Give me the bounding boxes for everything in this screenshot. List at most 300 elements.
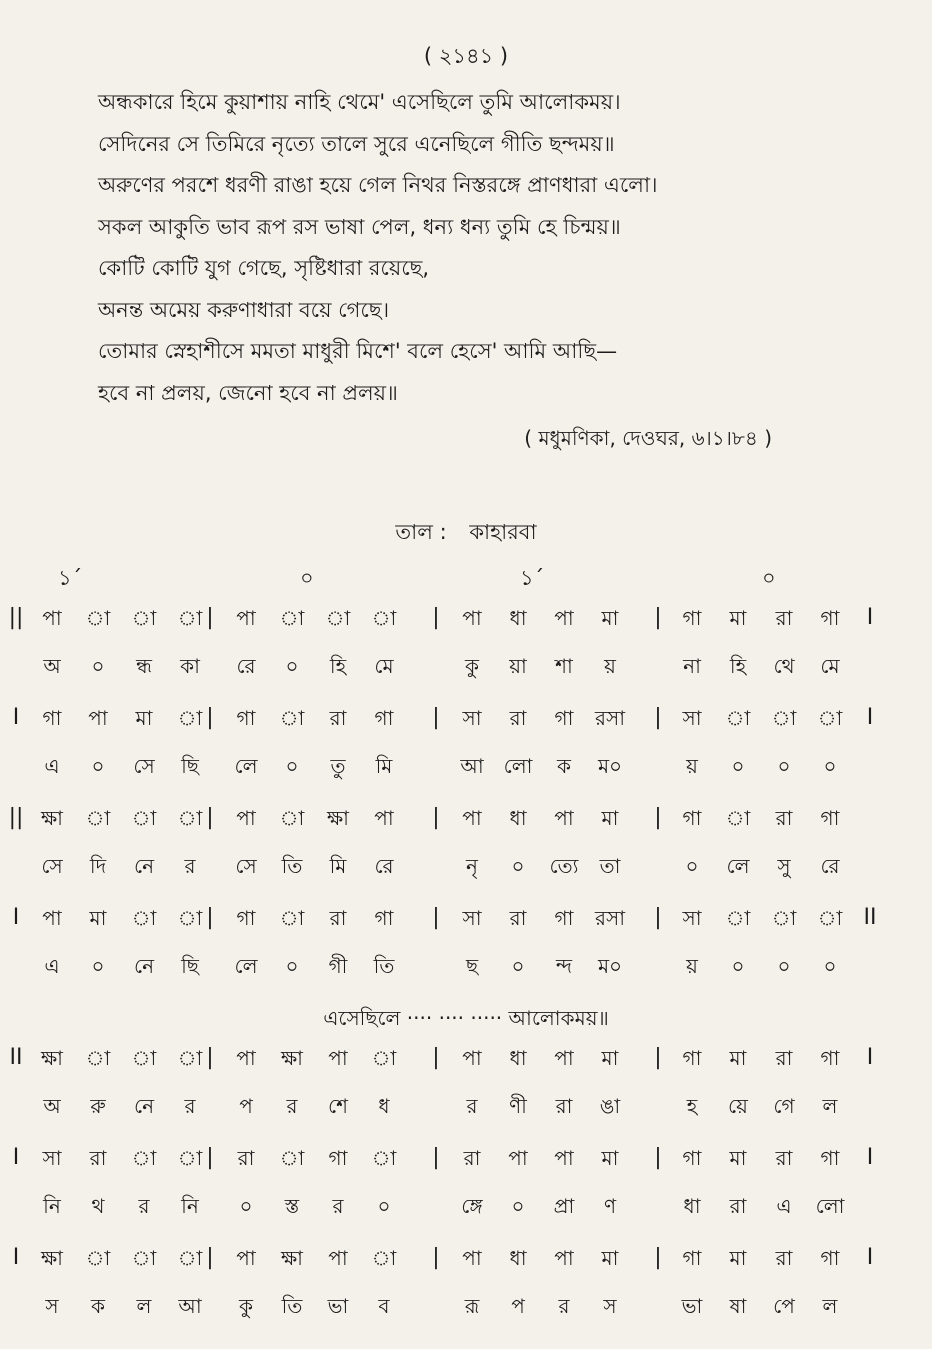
lyric-syllable: র xyxy=(184,1094,196,1118)
lyric-syllable: ম০ xyxy=(597,754,623,778)
lyric-syllable: রে xyxy=(820,854,840,878)
lyric-syllable: লে xyxy=(234,754,258,778)
lyric-syllable: রে xyxy=(236,654,256,678)
bar-line: | xyxy=(432,705,440,730)
lyric-syllable: ধা xyxy=(683,1194,701,1218)
swara-note: ক্ষা xyxy=(280,1046,303,1070)
bar-end: I xyxy=(866,1045,874,1070)
notation-remark: এসেছিলে ···· ···· ····· আলোকময়॥ xyxy=(323,1006,609,1030)
lyric-syllable: থ xyxy=(91,1194,105,1218)
lyric-syllable: সু xyxy=(777,854,791,878)
lyric-syllable: তি xyxy=(373,954,395,978)
lyric-syllable-row xyxy=(0,1286,932,1334)
swara-note: গা xyxy=(236,706,256,730)
tala-name: কাহারবা xyxy=(469,520,537,544)
lyric-syllable: ষা xyxy=(729,1294,747,1318)
swara-note: মা xyxy=(135,706,153,730)
source-citation: ( মধুমণিকা, দেওঘর, ৬।১।৮৪ ) xyxy=(524,426,772,450)
swara-note: া xyxy=(177,706,203,730)
swara-note: া xyxy=(131,1046,157,1070)
swara-note: রা xyxy=(509,706,527,730)
swara-note: রা xyxy=(329,906,347,930)
bar-line: | xyxy=(432,805,440,830)
lyric-syllable-row xyxy=(0,946,932,994)
beat-mark: ০ xyxy=(762,566,776,590)
lyric-syllable: আ xyxy=(178,1294,202,1318)
swara-note: ক্ষা xyxy=(280,1246,303,1270)
bar-line: | xyxy=(432,1245,440,1270)
swara-note: রা xyxy=(775,1246,793,1270)
tala-label: তাল : xyxy=(395,520,447,544)
swara-note: া xyxy=(279,606,305,630)
swara-note: রা xyxy=(775,606,793,630)
lyric-syllable: ন্দ xyxy=(555,954,573,978)
lyric-syllable: তা xyxy=(599,854,621,878)
lyric-syllable: কু xyxy=(465,654,479,678)
swara-note: ক্ষা xyxy=(326,806,349,830)
lyric-syllable: ভা xyxy=(327,1294,349,1318)
swara-note: মা xyxy=(601,806,619,830)
swara-note: পা xyxy=(236,1046,256,1070)
swara-note: পা xyxy=(554,806,574,830)
swara-note: পা xyxy=(236,606,256,630)
lyric-syllable: লে xyxy=(726,854,750,878)
bar-start: || xyxy=(8,605,24,630)
lyric-syllable: রা xyxy=(555,1094,573,1118)
swara-note: া xyxy=(725,806,751,830)
lyric-syllable: হি xyxy=(329,654,347,678)
swara-note: মা xyxy=(89,906,107,930)
swara-note: মা xyxy=(601,606,619,630)
swara-note: া xyxy=(177,806,203,830)
lyric-syllable: ন্ধ xyxy=(136,654,152,678)
lyric-syllable: ম০ xyxy=(597,954,623,978)
lyric-syllable: স xyxy=(603,1294,617,1318)
lyric-syllable: ০ xyxy=(91,754,105,778)
swara-note: পা xyxy=(42,906,62,930)
lyric-syllable: লো xyxy=(815,1194,845,1218)
notation-staff xyxy=(0,798,932,898)
lyric-syllable: আ xyxy=(460,754,484,778)
swara-note: মা xyxy=(729,606,747,630)
bar-line: | xyxy=(432,1145,440,1170)
lyric-syllable: ল xyxy=(822,1294,838,1318)
swara-note: পা xyxy=(374,806,394,830)
lyric-syllable: য় xyxy=(686,754,698,778)
lyric-syllable: সে xyxy=(41,854,63,878)
swara-note: া xyxy=(177,1146,203,1170)
swara-note: মা xyxy=(729,1246,747,1270)
lyric-syllable: ০ xyxy=(685,854,699,878)
lyric-syllable: ঙ্গে xyxy=(461,1194,483,1218)
bar-end: I xyxy=(866,705,874,730)
swara-note: রসা xyxy=(594,706,625,730)
lyric-syllable: ০ xyxy=(511,954,525,978)
swara-note: া xyxy=(85,1046,111,1070)
bar-line: | xyxy=(206,905,214,930)
swara-note: া xyxy=(131,1246,157,1270)
swara-note: া xyxy=(177,1046,203,1070)
swara-note: া xyxy=(325,606,351,630)
bar-line: | xyxy=(654,905,662,930)
lyric-syllable: সে xyxy=(235,854,257,878)
lyric-syllable: র xyxy=(332,1194,344,1218)
swara-row xyxy=(0,798,932,846)
lyric-syllable: প xyxy=(511,1294,525,1318)
lyric-line: সেদিনের সে তিমিরে নৃত্যে তালে সুরে এনেছিলে গীতি ছন্দময়॥ xyxy=(98,131,615,156)
swara-note: গা xyxy=(374,906,394,930)
notation-staff xyxy=(0,698,932,798)
swara-note: ধা xyxy=(509,806,527,830)
lyric-syllable: এ xyxy=(44,954,60,978)
lyric-syllable: মে xyxy=(374,654,394,678)
lyric-syllable: মি xyxy=(329,854,347,878)
lyric-syllable-row xyxy=(0,1086,932,1134)
swara-note: গা xyxy=(42,706,62,730)
swara-note: পা xyxy=(42,606,62,630)
lyric-syllable: শা xyxy=(555,654,573,678)
bar-line: | xyxy=(654,605,662,630)
swara-note: গা xyxy=(554,706,574,730)
swara-note: রা xyxy=(463,1146,481,1170)
lyric-syllable: প xyxy=(239,1094,253,1118)
bar-line: | xyxy=(432,1045,440,1070)
lyric-syllable: স্ত xyxy=(284,1194,300,1218)
song-lyrics xyxy=(98,82,898,414)
swara-note: া xyxy=(131,806,157,830)
beat-mark: ১´ xyxy=(520,566,545,590)
lyric-syllable: র xyxy=(138,1194,150,1218)
bar-line: | xyxy=(654,805,662,830)
swara-note: ধা xyxy=(509,1246,527,1270)
lyric-syllable: রূ xyxy=(464,1294,480,1318)
lyric-syllable: ণ xyxy=(603,1194,617,1218)
page-number: ( ২১৪১ ) xyxy=(423,44,509,68)
swara-note: ধা xyxy=(509,1046,527,1070)
lyric-syllable: থে xyxy=(773,654,795,678)
bar-line: | xyxy=(654,1245,662,1270)
swara-note: া xyxy=(131,606,157,630)
tala-heading xyxy=(0,516,932,551)
lyric-line: অন্ধকারে হিমে কুয়াশায় নাহি থেমে' এসেছিলে তুমি আলোকময়। xyxy=(98,90,621,114)
lyric-syllable: নে xyxy=(133,1094,155,1118)
swara-note: পা xyxy=(462,606,482,630)
lyric-syllable: ০ xyxy=(285,654,299,678)
swara-note: পা xyxy=(554,1146,574,1170)
lyric-syllable: রু xyxy=(90,1094,106,1118)
lyric-syllable: ০ xyxy=(511,854,525,878)
lyric-syllable: ব xyxy=(378,1294,390,1318)
lyric-line: অরুণের পরশে ধরণী রাঙা হয়ে গেল নিথর নিস্তরঙ্গে প্রাণধারা এলো। xyxy=(98,173,658,197)
lyric-syllable: ঙা xyxy=(599,1094,621,1118)
swara-note: মা xyxy=(729,1146,747,1170)
lyric-syllable: শে xyxy=(328,1094,348,1118)
lyric-syllable: ণী xyxy=(509,1094,527,1118)
bar-start: || xyxy=(8,805,24,830)
notation-staff xyxy=(0,1038,932,1138)
swara-note: গা xyxy=(236,906,256,930)
lyric-syllable: ০ xyxy=(823,754,837,778)
swara-note: গা xyxy=(682,1046,702,1070)
lyric-syllable: র xyxy=(558,1294,570,1318)
swara-note: া xyxy=(177,906,203,930)
lyric-syllable: ০ xyxy=(91,954,105,978)
swara-note: রা xyxy=(509,906,527,930)
lyric-syllable: নে xyxy=(133,954,155,978)
lyric-syllable: লো xyxy=(503,754,533,778)
swara-note: পা xyxy=(508,1146,528,1170)
lyric-syllable: র xyxy=(184,854,196,878)
lyric-syllable: ০ xyxy=(285,954,299,978)
lyric-syllable: ছি xyxy=(181,954,199,978)
swara-note: পা xyxy=(554,606,574,630)
swara-note: সা xyxy=(682,706,702,730)
lyric-syllable: নি xyxy=(43,1194,61,1218)
swara-note: গা xyxy=(820,806,840,830)
lyric-syllable: হ xyxy=(686,1094,698,1118)
lyric-syllable: ল xyxy=(822,1094,838,1118)
swara-note: পা xyxy=(554,1246,574,1270)
lyric-syllable: হি xyxy=(729,654,747,678)
lyric-syllable: ০ xyxy=(777,954,791,978)
lyric-line: সকল আকুতি ভাব রূপ রস ভাষা পেল, ধন্য ধন্য তুমি হে চিন্ময়॥ xyxy=(98,214,621,239)
swara-note: া xyxy=(85,606,111,630)
lyric-syllable: ভা xyxy=(681,1294,703,1318)
lyric-syllable: এ xyxy=(44,754,60,778)
lyric-line: হবে না প্রলয়, জেনো হবে না প্রলয়॥ xyxy=(98,380,398,405)
lyric-syllable: য় xyxy=(604,654,616,678)
swara-row xyxy=(0,1038,932,1086)
swara-note: রা xyxy=(237,1146,255,1170)
swara-note: া xyxy=(177,1246,203,1270)
swara-note: রা xyxy=(775,1146,793,1170)
swara-note: পা xyxy=(554,1046,574,1070)
swara-note: সা xyxy=(682,906,702,930)
notation-staff xyxy=(0,598,932,698)
swara-note: মা xyxy=(601,1146,619,1170)
bar-start: I xyxy=(12,1145,20,1170)
beat-mark: ০ xyxy=(300,566,314,590)
lyric-line: অনন্ত অমেয় করুণাধারা বয়ে গেছে। xyxy=(98,297,390,322)
swara-note: মা xyxy=(601,1246,619,1270)
lyric-syllable: ধ xyxy=(378,1094,390,1118)
swara-note: রা xyxy=(775,1046,793,1070)
bar-line: | xyxy=(206,1245,214,1270)
swara-note: া xyxy=(371,1146,397,1170)
lyric-syllable-row xyxy=(0,1186,932,1234)
lyric-syllable-row xyxy=(0,646,932,694)
notation-staff xyxy=(0,1138,932,1238)
swara-note: রা xyxy=(775,806,793,830)
lyric-syllable: গী xyxy=(328,954,348,978)
lyric-syllable: সে xyxy=(133,754,155,778)
lyric-syllable: নি xyxy=(181,1194,199,1218)
lyric-syllable: য় xyxy=(686,954,698,978)
lyric-syllable: মে xyxy=(820,654,840,678)
bar-line: | xyxy=(206,1045,214,1070)
swara-note: ক্ষা xyxy=(40,1046,63,1070)
lyric-syllable: লে xyxy=(234,954,258,978)
swara-row xyxy=(0,1138,932,1186)
swara-note: পা xyxy=(236,1246,256,1270)
swara-note: মা xyxy=(601,1046,619,1070)
lyric-line: তোমার স্নেহাশীসে মমতা মাধুরী মিশে' বলে হেসে' আমি আছি— xyxy=(98,339,618,363)
lyric-syllable: মি xyxy=(375,754,393,778)
swara-note: া xyxy=(771,906,797,930)
lyric-syllable: তি xyxy=(281,1294,303,1318)
swara-note: া xyxy=(131,1146,157,1170)
bar-end: II xyxy=(863,905,877,930)
lyric-syllable: রে xyxy=(374,854,394,878)
lyric-syllable: প্রা xyxy=(553,1194,575,1218)
swara-note: মা xyxy=(729,1046,747,1070)
bar-start: I xyxy=(12,705,20,730)
bar-line: | xyxy=(206,705,214,730)
swara-note: গা xyxy=(820,1046,840,1070)
lyric-syllable: ০ xyxy=(285,754,299,778)
notation-block xyxy=(0,598,932,1338)
lyric-syllable: য়া xyxy=(509,654,527,678)
swara-note: সা xyxy=(42,1146,62,1170)
lyric-syllable: ০ xyxy=(377,1194,391,1218)
swara-note: া xyxy=(85,1246,111,1270)
lyric-syllable: নৃ xyxy=(466,854,478,878)
notation-staff xyxy=(0,1238,932,1338)
lyric-syllable: অ xyxy=(43,1094,61,1118)
swara-note: ক্ষা xyxy=(40,806,63,830)
swara-row xyxy=(0,898,932,946)
swara-note: পা xyxy=(88,706,108,730)
lyric-syllable: ০ xyxy=(239,1194,253,1218)
bar-line: | xyxy=(654,705,662,730)
swara-note: ধা xyxy=(509,606,527,630)
lyric-syllable: ০ xyxy=(511,1194,525,1218)
lyric-syllable: গে xyxy=(773,1094,795,1118)
bar-end: I xyxy=(866,605,874,630)
lyric-syllable: ক xyxy=(557,754,571,778)
lyric-syllable: র xyxy=(466,1094,478,1118)
swara-note: া xyxy=(371,606,397,630)
swara-row xyxy=(0,698,932,746)
swara-row xyxy=(0,598,932,646)
bar-line: | xyxy=(654,1145,662,1170)
swara-note: গা xyxy=(820,1146,840,1170)
swara-note: া xyxy=(371,1246,397,1270)
swara-note: গা xyxy=(820,606,840,630)
swara-note: া xyxy=(771,706,797,730)
swara-note: পা xyxy=(462,1246,482,1270)
swara-note: পা xyxy=(236,806,256,830)
bar-start: I xyxy=(12,1245,20,1270)
bar-line: | xyxy=(206,605,214,630)
swara-note: গা xyxy=(374,706,394,730)
lyric-syllable: কু xyxy=(239,1294,253,1318)
swara-note: সা xyxy=(462,906,482,930)
lyric-syllable: ০ xyxy=(777,754,791,778)
swara-note: পা xyxy=(462,806,482,830)
lyric-syllable: পে xyxy=(773,1294,795,1318)
lyric-line: কোটি কোটি যুগ গেছে, সৃষ্টিধারা রয়েছে, xyxy=(98,256,430,280)
lyric-syllable: ০ xyxy=(731,754,745,778)
swara-note: গা xyxy=(820,1246,840,1270)
swara-note: পা xyxy=(328,1046,348,1070)
lyric-syllable: অ xyxy=(43,654,61,678)
bar-line: | xyxy=(432,905,440,930)
lyric-syllable: নে xyxy=(133,854,155,878)
swara-note: া xyxy=(725,706,751,730)
swara-note: া xyxy=(817,706,843,730)
beat-mark: ১´ xyxy=(58,566,83,590)
swara-note: পা xyxy=(462,1046,482,1070)
bar-start: II xyxy=(9,1045,23,1070)
swara-note: া xyxy=(279,1146,305,1170)
lyric-syllable-row xyxy=(0,846,932,894)
lyric-syllable: এ xyxy=(776,1194,792,1218)
lyric-syllable: ছ xyxy=(465,954,479,978)
lyric-syllable: তি xyxy=(281,854,303,878)
swara-note: া xyxy=(279,906,305,930)
swara-note: গা xyxy=(682,606,702,630)
swara-note: গা xyxy=(682,1246,702,1270)
lyric-syllable: ক xyxy=(91,1294,105,1318)
lyric-syllable: ০ xyxy=(731,954,745,978)
lyric-syllable: রা xyxy=(729,1194,747,1218)
lyric-syllable: দি xyxy=(89,854,107,878)
bar-end: I xyxy=(866,1145,874,1170)
lyric-syllable: য়ে xyxy=(728,1094,748,1118)
swara-note: া xyxy=(177,606,203,630)
lyric-syllable: স xyxy=(45,1294,59,1318)
swara-row xyxy=(0,1238,932,1286)
swara-note: গা xyxy=(682,1146,702,1170)
swara-note: া xyxy=(279,806,305,830)
lyric-syllable: ত্যে xyxy=(549,854,579,878)
lyric-syllable: ০ xyxy=(91,654,105,678)
swara-note: া xyxy=(85,806,111,830)
lyric-syllable: র xyxy=(286,1094,298,1118)
bar-line: | xyxy=(206,1145,214,1170)
lyric-syllable: ল xyxy=(136,1294,152,1318)
swara-note: া xyxy=(131,906,157,930)
lyric-syllable: ছি xyxy=(181,754,199,778)
bar-line: | xyxy=(432,605,440,630)
bar-end: I xyxy=(866,1245,874,1270)
swara-note: পা xyxy=(328,1246,348,1270)
swara-note: ক্ষা xyxy=(40,1246,63,1270)
bar-line: | xyxy=(206,805,214,830)
swara-note: া xyxy=(279,706,305,730)
lyric-syllable: ০ xyxy=(823,954,837,978)
swara-note: রা xyxy=(329,706,347,730)
bar-line: | xyxy=(654,1045,662,1070)
beat-marks xyxy=(0,562,932,592)
swara-note: া xyxy=(725,906,751,930)
bar-start: I xyxy=(12,905,20,930)
swara-note: রসা xyxy=(594,906,625,930)
lyric-syllable: তু xyxy=(330,754,346,778)
swara-note: রা xyxy=(89,1146,107,1170)
lyric-syllable: কা xyxy=(180,654,200,678)
lyric-syllable-row xyxy=(0,746,932,794)
swara-note: সা xyxy=(462,706,482,730)
swara-note: গা xyxy=(554,906,574,930)
swara-note: া xyxy=(371,1046,397,1070)
swara-note: গা xyxy=(682,806,702,830)
notation-staff xyxy=(0,898,932,998)
lyric-syllable: না xyxy=(683,654,701,678)
swara-note: গা xyxy=(328,1146,348,1170)
swara-note: া xyxy=(817,906,843,930)
